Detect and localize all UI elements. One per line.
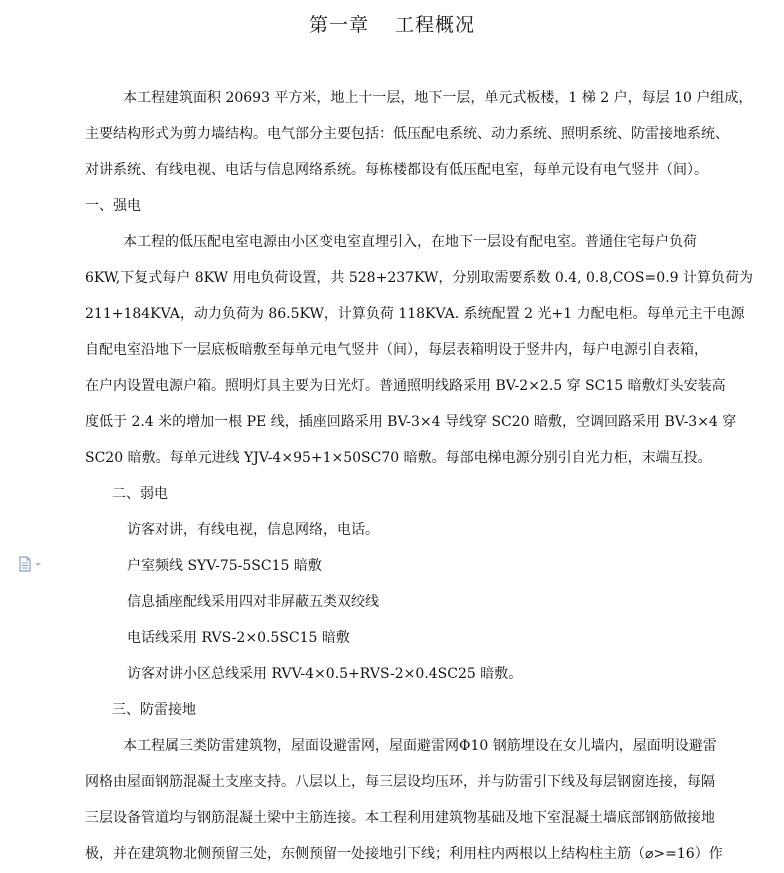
paragraph-line: 极，并在建筑物北侧预留三处，东侧预留一处接地引下线；利用柱内两根以上结构柱主筋（⌀>=16）作 — [85, 846, 723, 862]
chapter-title — [0, 10, 784, 37]
paragraph-line: 本工程属三类防雷建筑物，屋面设避雷网，屋面避雷网Φ10 钢筋埋设在女儿墙内，屋面明设避雷 — [123, 738, 717, 754]
paragraph-line: 三层设备管道均与钢筋混凝土梁中主筋连接。本工程利用建筑物基础及地下室混凝土墙底部钢筋做接地 — [85, 810, 715, 826]
paragraph-line: 本工程的低压配电室电源由小区变电室直埋引入，在地下一层设有配电室。普通住宅每户负荷 — [123, 234, 697, 250]
paragraph-line: 度低于 2.4 米的增加一根 PE 线，插座回路采用 BV-3×4 导线穿 SC20 暗敷，空调回路采用 BV-3×4 穿 — [85, 414, 737, 430]
section-heading-strong-current: 一、强电 — [85, 198, 141, 214]
paragraph-line: 自配电室沿地下一层底板暗敷至每单元电气竖井（间），每层表箱明设于竖井内，每户电源引自表箱， — [85, 342, 708, 358]
chapter-number: 第一章 — [308, 14, 369, 36]
paragraph-line: 本工程建筑面积 20693 平方米，地上十一层，地下一层，单元式板楼，1 梯 2 户，每层 10 户组成， — [123, 90, 753, 106]
paragraph-line: 对讲系统、有线电视、电话与信息网络系统。每栋楼都设有低压配电室，每单元设有电气竖井（间）。 — [85, 162, 708, 178]
list-item: 户室频线 SYV-75-5SC15 暗敷 — [127, 558, 322, 574]
list-item: 访客对讲，有线电视，信息网络，电话。 — [127, 522, 379, 538]
list-item: 电话线采用 RVS-2×0.5SC15 暗敷 — [127, 630, 350, 646]
document-icon[interactable] — [18, 556, 44, 572]
paragraph-line: 网格由屋面钢筋混凝土支座支持。八层以上，每三层设均压环，并与防雷引下线及每层钢窗连接，每隔 — [85, 774, 715, 790]
list-item: 访客对讲小区总线采用 RVV-4×0.5+RVS-2×0.4SC25 暗敷。 — [127, 666, 523, 682]
paragraph-line: 6KW,下复式每户 8KW 用电负荷设置，共 528+237KW，分别取需要系数 0.4, 0.8,COS=0.9 计算负荷为 — [85, 270, 753, 286]
section-heading-lightning: 三、防雷接地 — [112, 702, 196, 718]
list-item: 信息插座配线采用四对非屏蔽五类双绞线 — [127, 594, 379, 610]
paragraph-line: 211+184KVA，动力负荷为 86.5KW，计算负荷 118KVA. 系统配置 2 光+1 力配电柜。每单元主干电源 — [85, 306, 745, 322]
section-heading-weak-current: 二、弱电 — [112, 486, 168, 502]
paragraph-line: SC20 暗敷。每单元进线 YJV-4×95+1×50SC70 暗敷。每部电梯电源分别引自光力柜，末端互投。 — [85, 450, 712, 466]
paragraph-line: 主要结构形式为剪力墙结构。电气部分主要包括：低压配电系统、动力系统、照明系统、防雷接地系统、 — [85, 126, 729, 142]
paragraph-line: 在户内设置电源户箱。照明灯具主要为日光灯。普通照明线路采用 BV-2×2.5 穿 SC15 暗敷灯头安装高 — [85, 378, 726, 394]
chapter-name: 工程概况 — [395, 14, 476, 36]
